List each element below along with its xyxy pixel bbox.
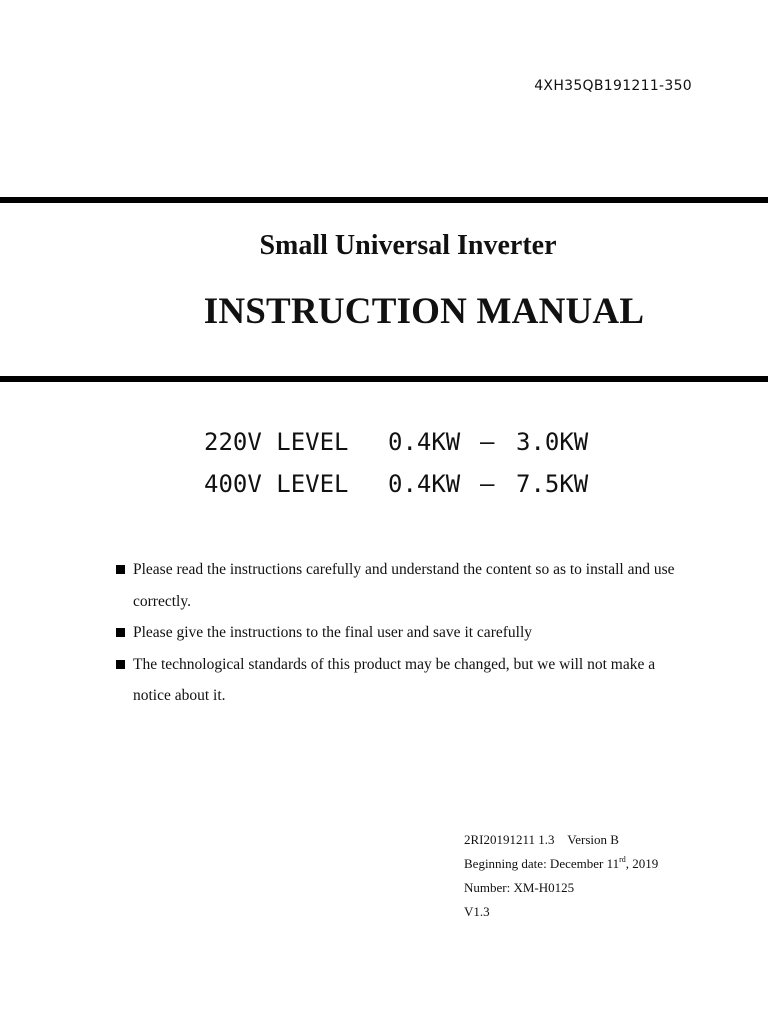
revision-line: 2RI20191211 1.3 Version B bbox=[464, 832, 619, 847]
date-ordinal: rd bbox=[619, 855, 626, 864]
square-bullet-icon bbox=[116, 565, 125, 574]
notes-list bbox=[116, 554, 696, 712]
bottom-rule bbox=[0, 376, 768, 382]
date-suffix: , 2019 bbox=[625, 856, 659, 871]
page-title: INSTRUCTION MANUAL bbox=[203, 291, 645, 332]
spec-max-power: 3.0KW bbox=[516, 428, 589, 456]
note-item bbox=[116, 617, 696, 649]
spec-dash: – bbox=[480, 470, 495, 498]
note-text: Please read the instructions carefully and understand the content so as to install and use correctly. bbox=[133, 561, 675, 610]
version-number: V1.3 bbox=[464, 904, 490, 919]
spec-dash: – bbox=[480, 428, 495, 456]
beginning-date bbox=[464, 852, 658, 876]
spec-level: 220V LEVEL bbox=[204, 428, 349, 456]
document-code: 4XH35QB191211-350 bbox=[534, 78, 692, 94]
spec-row-400v bbox=[204, 470, 589, 502]
note-item bbox=[116, 649, 696, 712]
spec-min-power: 0.4KW bbox=[388, 470, 461, 498]
date-prefix: Beginning date: December 11 bbox=[464, 856, 620, 871]
top-rule bbox=[0, 197, 768, 203]
square-bullet-icon bbox=[116, 660, 125, 669]
square-bullet-icon bbox=[116, 628, 125, 637]
spec-max-power: 7.5KW bbox=[516, 470, 589, 498]
spec-level: 400V LEVEL bbox=[204, 470, 349, 498]
note-item bbox=[116, 554, 696, 617]
spec-row-220v bbox=[204, 428, 589, 460]
document-number: Number: XM-H0125 bbox=[464, 880, 575, 895]
spec-min-power: 0.4KW bbox=[388, 428, 461, 456]
version-info bbox=[464, 828, 658, 924]
subtitle: Small Universal Inverter bbox=[259, 230, 557, 261]
note-text: Please give the instructions to the final user and save it carefully bbox=[133, 624, 533, 641]
note-text: The technological standards of this product may be changed, but we will not make a notice about it. bbox=[133, 655, 656, 704]
